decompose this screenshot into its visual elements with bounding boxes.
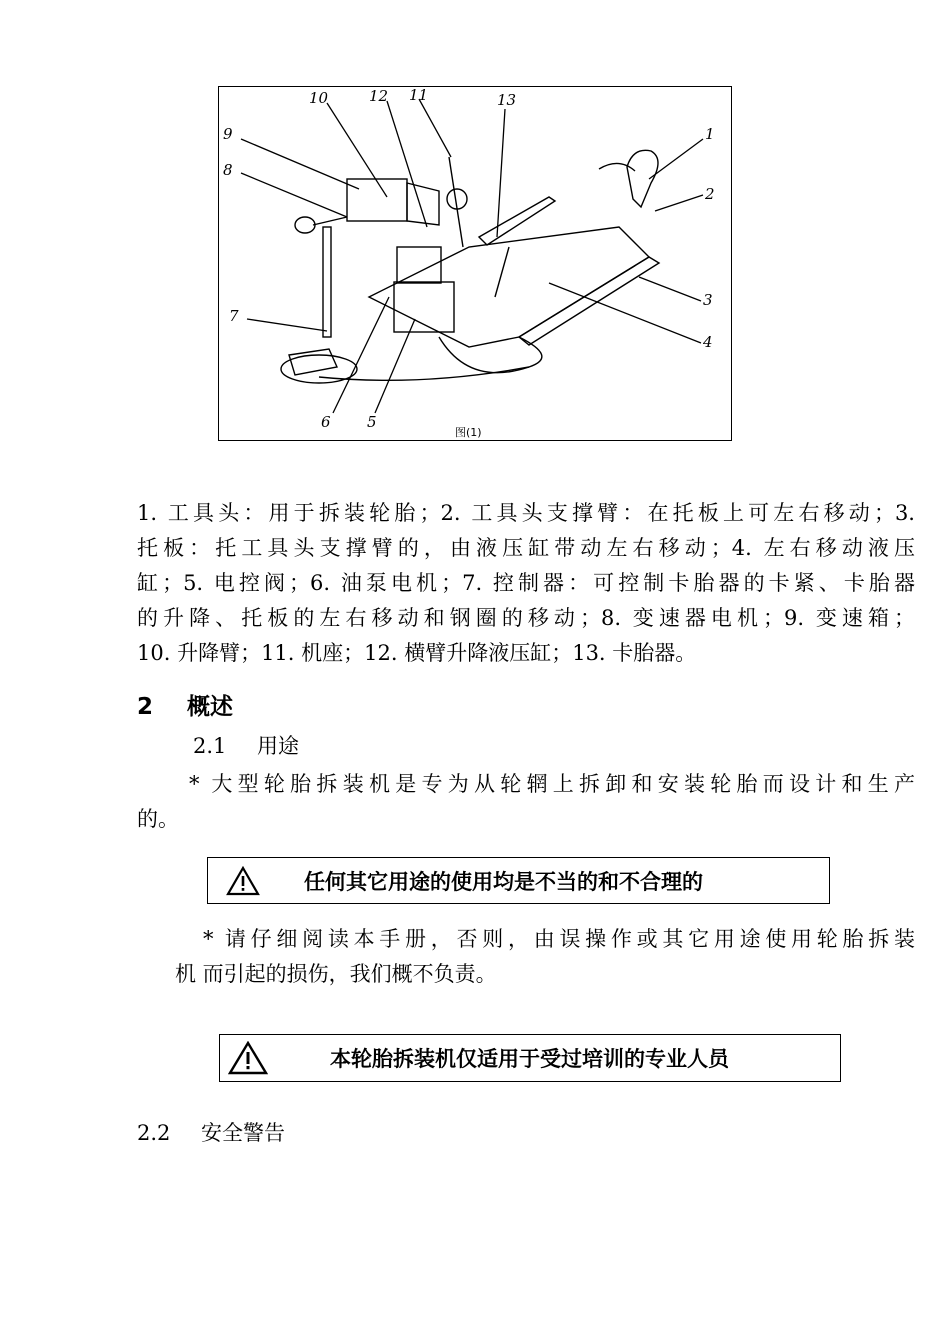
subsection-number: 2.1 bbox=[193, 734, 227, 758]
legend-line: 缸；5. 电控阀；6. 油泵电机；7. 控制器：可控制卡胎器的卡紧、卡胎器 bbox=[137, 571, 915, 595]
section-number: 2 bbox=[137, 694, 154, 720]
callout-10: 10 bbox=[309, 89, 329, 107]
subsection-number: 2.2 bbox=[137, 1121, 171, 1145]
legend-line: 10. 升降臂；11. 机座；12. 横臂升降液压缸；13. 卡胎器。 bbox=[137, 641, 697, 665]
warning-triangle-icon bbox=[226, 866, 260, 896]
subsection-title: 安全警告 bbox=[201, 1121, 285, 1145]
callout-3: 3 bbox=[703, 291, 713, 309]
callout-1: 1 bbox=[705, 125, 715, 143]
parts-legend bbox=[137, 496, 915, 671]
machine-figure bbox=[218, 86, 732, 441]
notice-paragraph bbox=[175, 922, 915, 992]
usage-paragraph bbox=[137, 767, 915, 837]
warning-triangle-icon bbox=[228, 1041, 268, 1075]
notice-line: * 请仔细阅读本手册，否则，由误操作或其它用途使用轮胎拆装 bbox=[203, 927, 915, 951]
subsection-heading-usage bbox=[193, 730, 299, 760]
warning-box-improper-use bbox=[207, 857, 830, 904]
machine-drawing bbox=[219, 87, 733, 442]
section-title: 概述 bbox=[187, 694, 233, 720]
figure-caption: 图(1) bbox=[455, 426, 482, 439]
callout-11: 11 bbox=[409, 86, 429, 104]
usage-line: * 大型轮胎拆装机是专为从轮辋上拆卸和安装轮胎而设计和生产 bbox=[189, 772, 915, 796]
legend-line: 托板：托工具头支撑臂的，由液压缸带动左右移动；4. 左右移动液压 bbox=[137, 536, 915, 560]
notice-line: 机 而引起的损伤，我们概不负责。 bbox=[175, 962, 497, 986]
callout-6: 6 bbox=[321, 413, 331, 431]
warning-text: 任何其它用途的使用均是不当的和不合理的 bbox=[304, 869, 703, 894]
warning-text: 本轮胎拆装机仅适用于受过培训的专业人员 bbox=[330, 1047, 729, 1071]
legend-line: 的升降、托板的左右移动和钢圈的移动；8. 变速器电机；9. 变速箱； bbox=[137, 606, 915, 630]
callout-5: 5 bbox=[367, 413, 377, 431]
subsection-title: 用途 bbox=[257, 734, 299, 758]
section-heading bbox=[137, 688, 233, 721]
subsection-heading-safety bbox=[137, 1117, 285, 1147]
legend-line: 1. 工具头：用于拆装轮胎；2. 工具头支撑臂：在托板上可左右移动；3. bbox=[137, 501, 915, 525]
callout-4: 4 bbox=[703, 333, 713, 351]
warning-box-trained-personnel bbox=[219, 1034, 841, 1082]
callout-8: 8 bbox=[223, 161, 233, 179]
callout-2: 2 bbox=[705, 185, 715, 203]
callout-13: 13 bbox=[497, 91, 517, 109]
callout-9: 9 bbox=[223, 125, 233, 143]
callout-12: 12 bbox=[369, 87, 389, 105]
usage-line: 的。 bbox=[137, 807, 179, 831]
callout-7: 7 bbox=[229, 307, 239, 325]
